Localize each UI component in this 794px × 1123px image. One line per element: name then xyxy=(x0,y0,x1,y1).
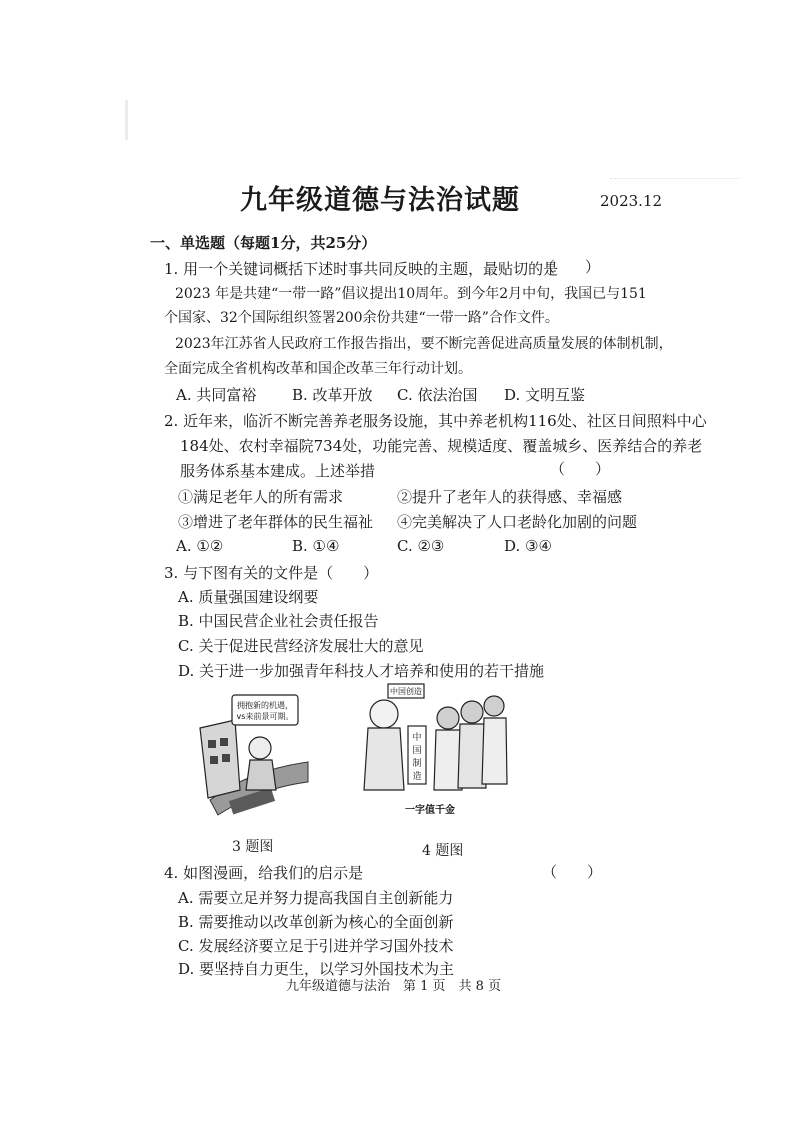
q1-stem: 1. 用一个关键词概括下述时事共同反映的主题，最贴切的是 xyxy=(164,260,559,278)
sign-char: 中 xyxy=(412,733,422,743)
q3-option-a[interactable]: A. 质量强国建设纲要 xyxy=(178,588,319,606)
q2-stem: 服务体系基本建成。上述举措 xyxy=(180,462,376,480)
q2-option-a[interactable]: A. ①② xyxy=(176,537,224,555)
section-heading: 一、单选题（每题1分，共25分） xyxy=(150,234,377,252)
bubble-text-line1: 拥抱新的机遇， xyxy=(237,701,293,710)
q2-option-d[interactable]: D. ③④ xyxy=(504,537,552,555)
q2-item: ②提升了老年人的获得感、幸福感 xyxy=(397,488,623,506)
person-head-icon xyxy=(249,737,271,759)
sign-char: 制 xyxy=(412,759,422,769)
sign-char: 造 xyxy=(412,772,422,782)
cartoon-subtitle: 一字值千金 xyxy=(405,805,455,816)
q2-stem: 2. 近年来，临沂不断完善养老服务设施，其中养老机构116处、社区日间照料中心 xyxy=(164,412,707,430)
q1-option-c[interactable]: C. 依法治国 xyxy=(397,386,478,404)
person-head-icon xyxy=(461,701,483,723)
q2-item: ③增进了老年群体的民生福祉 xyxy=(178,513,374,531)
q3-option-d[interactable]: D. 关于进一步加强青年科技人才培养和使用的若干措施 xyxy=(178,662,545,680)
q2-item: ①满足老年人的所有需求 xyxy=(178,488,344,506)
q1-passage-line: 全面完成全省机构改革和国企改革三年行动计划。 xyxy=(164,361,472,377)
bubble-text-line2: vs来前景可期。 xyxy=(236,712,294,721)
q3-option-c[interactable]: C. 关于促进民营经济发展壮大的意见 xyxy=(178,637,424,655)
q2-stem: 184处、农村幸福院734处，功能完善、规模适度、覆盖城乡、医养结合的养老 xyxy=(180,437,703,455)
window-shape xyxy=(208,740,216,748)
q4-option-d[interactable]: D. 要坚持自力更生，以学习外国技术为主 xyxy=(178,960,455,978)
figure-4-cartoon xyxy=(350,680,510,820)
q4-option-a[interactable]: A. 需要立足并努力提高我国自主创新能力 xyxy=(178,889,454,907)
q1-option-a[interactable]: A. 共同富裕 xyxy=(176,386,257,404)
q1-passage-line: 个国家、32个国际组织签署200余份共建“一带一路”合作文件。 xyxy=(164,310,559,326)
q1-option-d[interactable]: D. 文明互鉴 xyxy=(504,386,586,404)
window-shape xyxy=(222,754,230,762)
figure-3-cartoon xyxy=(190,690,315,830)
person-head-icon xyxy=(437,707,459,729)
figure-3-caption: 3 题图 xyxy=(232,839,274,855)
page-footer: 九年级道德与法治 第 1 页 共 8 页 xyxy=(286,979,502,994)
q3-option-b[interactable]: B. 中国民营企业社会责任报告 xyxy=(178,612,379,630)
person-head-icon xyxy=(370,700,398,728)
window-shape xyxy=(210,756,218,764)
q3-stem: 3. 与下图有关的文件是（ ） xyxy=(164,564,379,582)
person-body-icon xyxy=(482,718,507,784)
sign-char: 国 xyxy=(412,746,422,756)
figure-4-caption: 4 题图 xyxy=(422,843,464,859)
person-body-icon xyxy=(364,728,404,790)
page-title: 九年级道德与法治试题 xyxy=(240,185,520,216)
q2-option-b[interactable]: B. ①④ xyxy=(292,537,340,555)
q1-option-b[interactable]: B. 改革开放 xyxy=(292,386,373,404)
person-head-icon xyxy=(484,696,504,716)
q4-answer-paren[interactable]: （ ） xyxy=(542,863,603,881)
scan-edge-mark xyxy=(125,100,128,140)
q1-passage-line: 2023 年是共建“一带一路”倡议提出10周年。到今年2月中旬，我国已与151 xyxy=(175,286,647,302)
exam-date: 2023.12 xyxy=(600,192,663,210)
q1-answer-paren[interactable]: （ ） xyxy=(540,258,601,276)
q4-option-c[interactable]: C. 发展经济要立足于引进并学习国外技术 xyxy=(178,937,454,955)
q1-passage-line: 2023年江苏省人民政府工作报告指出，要不断完善促进高质量发展的体制机制， xyxy=(175,336,673,352)
person-body-icon xyxy=(246,760,276,790)
window-shape xyxy=(220,738,228,746)
q2-option-c[interactable]: C. ②③ xyxy=(397,537,445,555)
sign-top-text: 中国创造 xyxy=(390,687,422,696)
q2-item: ④完美解决了人口老龄化加剧的问题 xyxy=(397,513,638,531)
q4-stem: 4. 如图漫画，给我们的启示是 xyxy=(164,864,364,882)
q2-answer-paren[interactable]: （ ） xyxy=(550,460,611,478)
q4-option-b[interactable]: B. 需要推动以改革创新为核心的全面创新 xyxy=(178,913,454,931)
